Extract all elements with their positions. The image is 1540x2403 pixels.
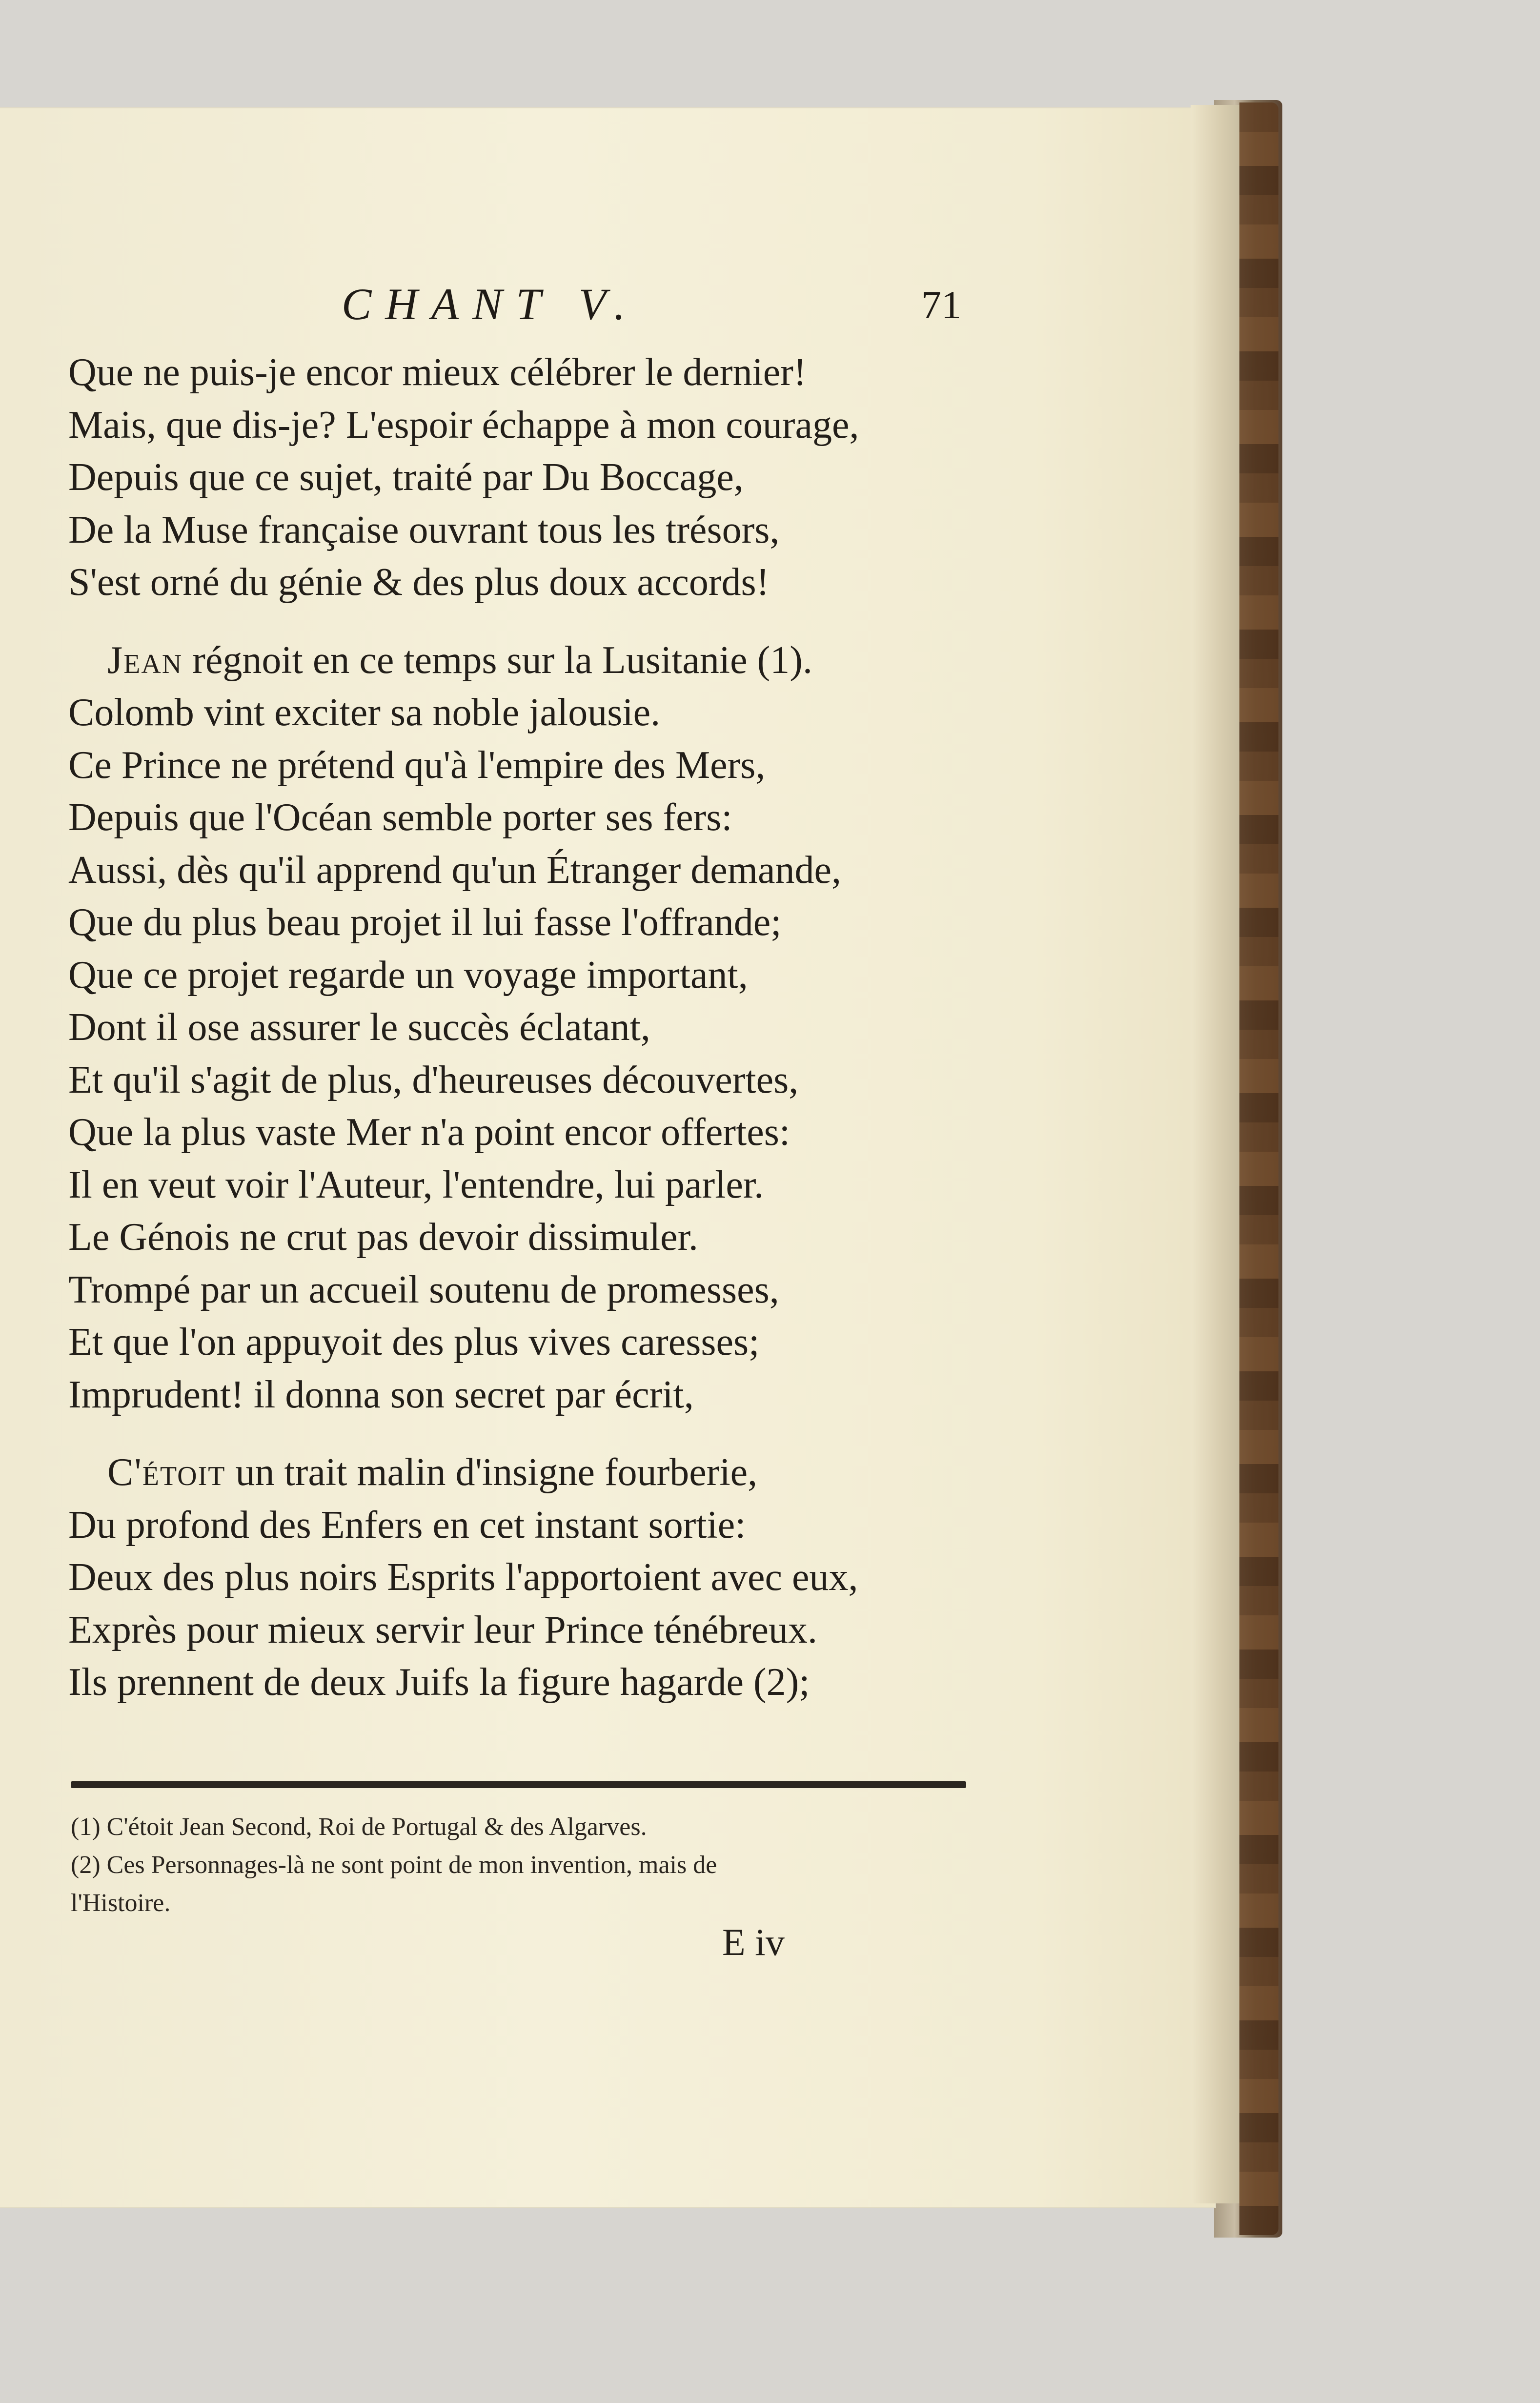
verse-line: Que ce projet regarde un voyage important, xyxy=(68,953,748,997)
small-caps-word: Jean xyxy=(107,638,183,682)
verse-line: Trompé par un accueil soutenu de promesses, xyxy=(68,1268,779,1311)
verse-line-first xyxy=(68,634,1044,687)
verse-line: Exprès pour mieux servir leur Prince ténébreux. xyxy=(68,1608,818,1651)
stanza-break xyxy=(68,1421,1044,1446)
verse-line: Ce Prince ne prétend qu'à l'empire des Mers, xyxy=(68,743,766,787)
verse-line: Que du plus beau projet il lui fasse l'offrande; xyxy=(68,901,782,944)
verse-line: De la Muse française ouvrant tous les trésors, xyxy=(68,508,780,551)
book-cover-edge xyxy=(1239,102,1278,2235)
verse-line: Colomb vint exciter sa noble jalousie. xyxy=(68,691,661,734)
verse-line: Deux des plus noirs Esprits l'apportoient avec eux, xyxy=(68,1556,858,1599)
poem-text xyxy=(68,346,1044,1709)
verse-line: Et qu'il s'agit de plus, d'heureuses découvertes, xyxy=(68,1058,799,1101)
footnote-2-continued: l'Histoire. xyxy=(71,1889,171,1917)
verse-line: Depuis que l'Océan semble porter ses fers: xyxy=(68,796,732,839)
verse-text: un trait malin d'insigne fourberie, xyxy=(225,1451,758,1494)
verse-line: Que la plus vaste Mer n'a point encor offertes: xyxy=(68,1111,790,1154)
stanza-3 xyxy=(68,1446,1044,1709)
verse-line: Du profond des Enfers en cet instant sortie: xyxy=(68,1503,746,1547)
verse-line: Imprudent! il donna son secret par écrit, xyxy=(68,1373,694,1416)
stanza-1 xyxy=(68,346,1044,609)
stanza-2 xyxy=(68,634,1044,1422)
footnotes xyxy=(71,1808,973,1922)
page-number: 71 xyxy=(921,283,961,327)
page-gutter-shadow xyxy=(1191,105,1239,2203)
verse-text: régnoit en ce temps sur la Lusitanie (1). xyxy=(182,638,812,682)
small-caps-word: C'étoit xyxy=(107,1451,226,1494)
verse-line: Et que l'on appuyoit des plus vives caresses; xyxy=(68,1321,760,1364)
verse-line: Il en veut voir l'Auteur, l'entendre, lui parler. xyxy=(68,1163,764,1206)
verse-line: S'est orné du génie & des plus doux accords! xyxy=(68,561,770,604)
verse-line: Le Génois ne crut pas devoir dissimuler. xyxy=(68,1216,698,1259)
page-header xyxy=(342,278,976,337)
signature-mark: E iv xyxy=(722,1921,785,1963)
verse-line-first xyxy=(68,1446,1044,1499)
verse-line: Que ne puis-je encor mieux célébrer le dernier! xyxy=(68,351,807,394)
footnote-rule xyxy=(71,1781,966,1788)
running-title: CHANT V. xyxy=(342,279,639,329)
footnote-1: (1) C'étoit Jean Second, Roi de Portugal & des Algarves. xyxy=(71,1813,647,1841)
verse-line: Aussi, dès qu'il apprend qu'un Étranger demande, xyxy=(68,848,841,892)
verse-line: Ils prennent de deux Juifs la figure hagarde (2); xyxy=(68,1661,810,1704)
footnote-2: (2) Ces Personnages-là ne sont point de mon invention, mais de xyxy=(71,1851,717,1879)
stanza-break xyxy=(68,609,1044,634)
verse-line: Depuis que ce sujet, traité par Du Boccage, xyxy=(68,456,744,499)
verse-line: Dont il ose assurer le succès éclatant, xyxy=(68,1006,650,1049)
verse-line: Mais, que dis-je? L'espoir échappe à mon courage, xyxy=(68,403,859,447)
